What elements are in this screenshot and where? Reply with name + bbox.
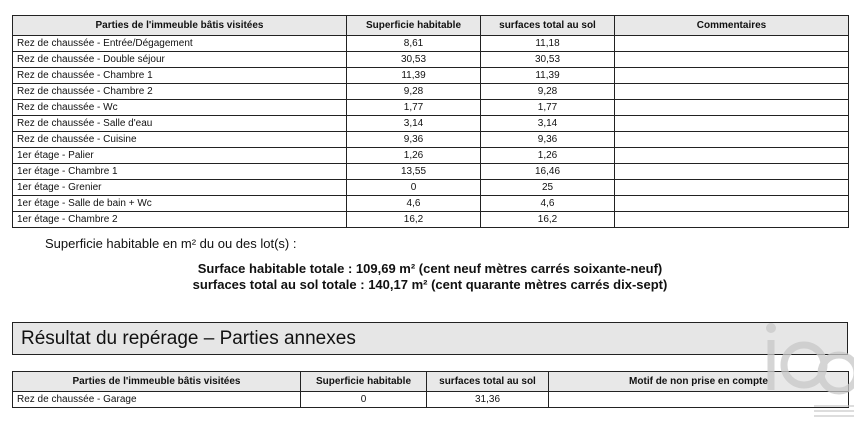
sol-cell: 16,46 bbox=[481, 164, 615, 180]
total-sol: surfaces total au sol totale : 140,17 m² (cent quarante mètres carrés dix-sept) bbox=[192, 277, 668, 292]
header-parties: Parties de l'immeuble bâtis visitées bbox=[13, 16, 347, 36]
room-name-cell: Rez de chaussée - Chambre 2 bbox=[13, 84, 347, 100]
habitable-cell: 4,6 bbox=[347, 196, 481, 212]
table-row bbox=[13, 84, 849, 100]
motif-cell bbox=[549, 392, 849, 408]
room-name-cell: 1er étage - Palier bbox=[13, 148, 347, 164]
room-name-cell: Rez de chaussée - Chambre 1 bbox=[13, 68, 347, 84]
rooms-table bbox=[12, 15, 849, 228]
table-row bbox=[13, 212, 849, 228]
comment-cell bbox=[615, 180, 849, 196]
table-row bbox=[13, 180, 849, 196]
comment-cell bbox=[615, 132, 849, 148]
room-name-cell: Rez de chaussée - Salle d'eau bbox=[13, 116, 347, 132]
comment-cell bbox=[615, 164, 849, 180]
table-row bbox=[13, 164, 849, 180]
room-name-cell: Rez de chaussée - Garage bbox=[13, 392, 301, 408]
habitable-cell: 9,36 bbox=[347, 132, 481, 148]
sol-cell: 25 bbox=[481, 180, 615, 196]
habitable-cell: 9,28 bbox=[347, 84, 481, 100]
table-row bbox=[13, 36, 849, 52]
room-name-cell: 1er étage - Chambre 2 bbox=[13, 212, 347, 228]
habitable-cell: 30,53 bbox=[347, 52, 481, 68]
room-name-cell: Rez de chaussée - Entrée/Dégagement bbox=[13, 36, 347, 52]
total-habitable: Surface habitable totale : 109,69 m² (cent neuf mètres carrés soixante-neuf) bbox=[197, 261, 663, 276]
header-superficie-habitable: Superficie habitable bbox=[347, 16, 481, 36]
table-row bbox=[13, 148, 849, 164]
summary-label: Superficie habitable en m² du ou des lot(s) : bbox=[45, 236, 297, 251]
habitable-cell: 0 bbox=[347, 180, 481, 196]
annex-section-title: Résultat du repérage – Parties annexes bbox=[12, 322, 848, 355]
room-name-cell: Rez de chaussée - Double séjour bbox=[13, 52, 347, 68]
habitable-cell: 0 bbox=[301, 392, 427, 408]
sol-cell: 4,6 bbox=[481, 196, 615, 212]
comment-cell bbox=[615, 148, 849, 164]
rooms-table-header bbox=[13, 16, 849, 36]
sol-cell: 9,36 bbox=[481, 132, 615, 148]
sol-cell: 11,18 bbox=[481, 36, 615, 52]
annex-table-body bbox=[13, 392, 849, 408]
habitable-cell: 13,55 bbox=[347, 164, 481, 180]
sol-cell: 16,2 bbox=[481, 212, 615, 228]
habitable-cell: 1,77 bbox=[347, 100, 481, 116]
sol-cell: 31,36 bbox=[427, 392, 549, 408]
comment-cell bbox=[615, 68, 849, 84]
header-surfaces-sol: surfaces total au sol bbox=[481, 16, 615, 36]
header-commentaires: Commentaires bbox=[615, 16, 849, 36]
comment-cell bbox=[615, 100, 849, 116]
table-row bbox=[13, 116, 849, 132]
habitable-cell: 11,39 bbox=[347, 68, 481, 84]
comment-cell bbox=[615, 116, 849, 132]
table-row bbox=[13, 100, 849, 116]
rooms-table-body bbox=[13, 36, 849, 228]
comment-cell bbox=[615, 84, 849, 100]
table-row bbox=[13, 196, 849, 212]
annex-header-surfaces-sol: surfaces total au sol bbox=[427, 372, 549, 392]
annex-header-parties: Parties de l'immeuble bâtis visitées bbox=[13, 372, 301, 392]
sol-cell: 1,77 bbox=[481, 100, 615, 116]
room-name-cell: Rez de chaussée - Cuisine bbox=[13, 132, 347, 148]
table-row bbox=[13, 68, 849, 84]
comment-cell bbox=[615, 212, 849, 228]
table-row bbox=[13, 52, 849, 68]
sol-cell: 1,26 bbox=[481, 148, 615, 164]
sol-cell: 9,28 bbox=[481, 84, 615, 100]
room-name-cell: 1er étage - Grenier bbox=[13, 180, 347, 196]
habitable-cell: 1,26 bbox=[347, 148, 481, 164]
room-name-cell: 1er étage - Salle de bain + Wc bbox=[13, 196, 347, 212]
comment-cell bbox=[615, 196, 849, 212]
annex-table-header bbox=[13, 372, 849, 392]
annex-header-superficie-habitable: Superficie habitable bbox=[301, 372, 427, 392]
habitable-cell: 8,61 bbox=[347, 36, 481, 52]
totals-block bbox=[0, 261, 860, 293]
habitable-cell: 16,2 bbox=[347, 212, 481, 228]
comment-cell bbox=[615, 36, 849, 52]
annex-header-motif: Motif de non prise en compte bbox=[549, 372, 849, 392]
table-row bbox=[13, 132, 849, 148]
sol-cell: 30,53 bbox=[481, 52, 615, 68]
room-name-cell: Rez de chaussée - Wc bbox=[13, 100, 347, 116]
table-row bbox=[13, 392, 849, 408]
comment-cell bbox=[615, 52, 849, 68]
sol-cell: 3,14 bbox=[481, 116, 615, 132]
room-name-cell: 1er étage - Chambre 1 bbox=[13, 164, 347, 180]
sol-cell: 11,39 bbox=[481, 68, 615, 84]
annex-table bbox=[12, 371, 849, 408]
habitable-cell: 3,14 bbox=[347, 116, 481, 132]
